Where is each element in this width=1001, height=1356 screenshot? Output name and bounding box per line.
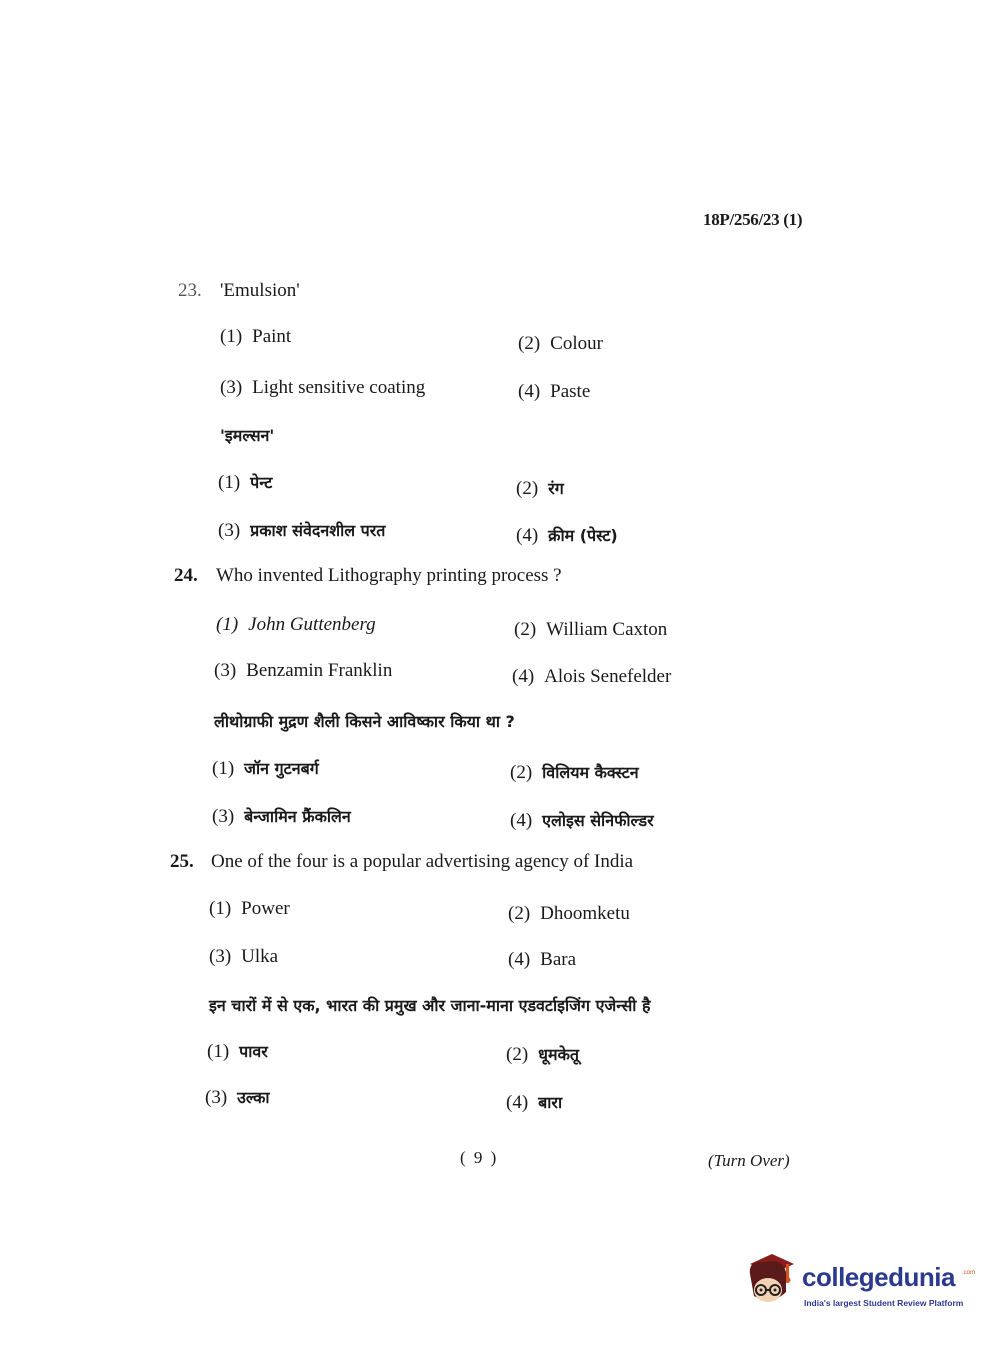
option-en-2: (2) William Caxton [514,619,668,640]
option-hi-1: (1) पेन्ट [218,472,273,493]
option-en-3: (3) Light sensitive coating [220,377,426,398]
question-text-hi: लीथोग्राफी मुद्रण शैली किसने आविष्कार किया था ? [214,712,515,731]
page-number: ( 9 ) [460,1148,499,1167]
brand-tagline: India's largest Student Review Platform [804,1298,964,1308]
brand-name: collegedunia [802,1262,955,1292]
option-en-1: (1) John Guttenberg [216,614,376,635]
option-en-1: (1) Paint [220,326,292,347]
question-text-en: Who invented Lithography printing process ? [216,565,562,586]
question-number: 23. [178,280,202,301]
option-hi-3: (3) उल्का [205,1087,270,1108]
option-hi-3: (3) बेन्जामिन फ्रैंकलिन [212,806,351,827]
option-hi-4: (4) बारा [506,1092,563,1113]
option-hi-1: (1) पावर [207,1041,268,1062]
turn-over-note: (Turn Over) [708,1151,790,1170]
option-en-3: (3) Ulka [209,946,279,967]
mascot-icon [742,1250,802,1314]
question-text-hi: इन चारों में से एक, भारत की प्रमुख और जाना-माना एडवर्टाइजिंग एजेन्सी है [209,996,651,1015]
option-en-4: (4) Alois Senefelder [512,666,672,687]
question-text-en: One of the four is a popular advertising agency of India [211,851,634,872]
question-text-hi: 'इमल्सन' [220,426,275,445]
brand-domain: .com [962,1270,976,1276]
question-number: 24. [174,565,198,586]
option-en-2: (2) Colour [518,333,603,354]
option-hi-2: (2) धूमकेतू [506,1044,579,1065]
question-text-en: 'Emulsion' [220,280,300,301]
option-en-3: (3) Benzamin Franklin [214,660,393,681]
option-en-1: (1) Power [209,898,290,919]
option-hi-3: (3) प्रकाश संवेदनशील परत [218,520,386,541]
option-hi-4: (4) एलोइस सेनिफील्डर [510,810,654,831]
option-en-2: (2) Dhoomketu [508,903,630,924]
option-hi-4: (4) क्रीम (पेस्ट) [516,525,618,546]
question-number: 25. [170,851,194,872]
collegedunia-logo [742,1250,976,1314]
paper-code: 18P/256/23 (1) [703,210,803,229]
option-en-4: (4) Bara [508,949,577,970]
option-hi-2: (2) विलियम कैक्स्टन [510,762,639,783]
option-hi-2: (2) रंग [516,478,564,499]
option-en-4: (4) Paste [518,381,591,402]
option-hi-1: (1) जॉन गुटनबर्ग [212,758,319,779]
